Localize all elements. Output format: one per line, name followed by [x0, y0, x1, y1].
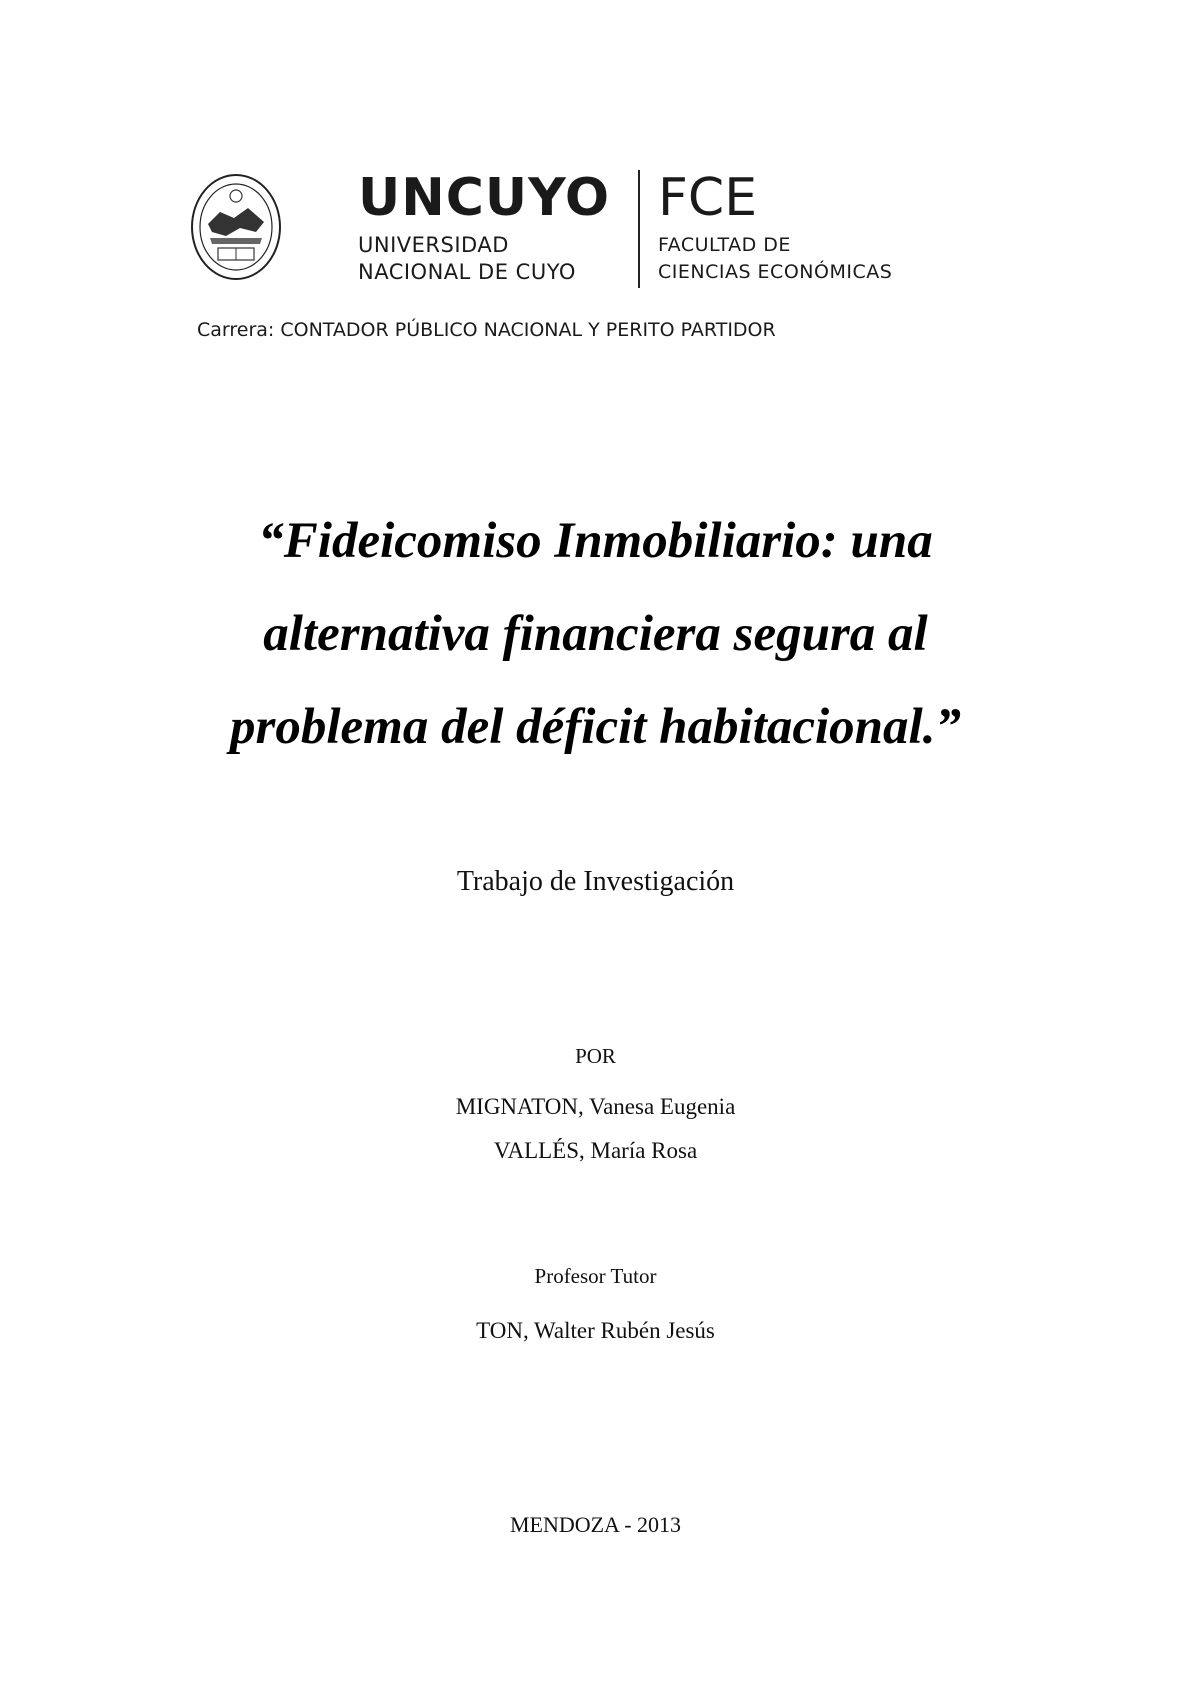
uncuyo-line1: UNIVERSIDAD	[358, 233, 509, 257]
fce-line1: FACULTAD DE	[658, 234, 791, 256]
uncuyo-line2: NACIONAL DE CUYO	[358, 260, 576, 284]
author-1: MIGNATON, Vanesa Eugenia	[455, 1094, 736, 1119]
uncuyo-subtitle	[358, 232, 576, 286]
university-seal-icon	[190, 172, 282, 282]
place-and-date: MENDOZA - 2013	[509, 1512, 682, 1537]
fce-subtitle	[658, 232, 892, 286]
fce-line2: CIENCIAS ECONÓMICAS	[658, 261, 893, 283]
title-line-2: alternativa financiera segura al	[263, 606, 928, 662]
title-line-1: “Fideicomiso Inmobiliario: una	[258, 513, 933, 569]
by-label: POR	[575, 1044, 616, 1068]
uncuyo-logo-text: UNCUYO	[358, 168, 611, 228]
author-2: VALLÉS, María Rosa	[493, 1138, 698, 1163]
fce-logo-text: FCE	[658, 168, 758, 228]
institution-header	[190, 162, 950, 292]
logo-divider	[638, 170, 640, 288]
document-title	[120, 495, 1071, 774]
title-line-3: problema del déficit habitacional.”	[230, 699, 961, 755]
document-subtitle: Trabajo de Investigación	[456, 866, 735, 897]
tutor-name: TON, Walter Rubén Jesús	[476, 1318, 715, 1343]
tutor-label: Profesor Tutor	[534, 1264, 657, 1288]
career-label: Carrera: CONTADOR PÚBLICO NACIONAL Y PERITO PARTIDOR	[197, 319, 776, 341]
